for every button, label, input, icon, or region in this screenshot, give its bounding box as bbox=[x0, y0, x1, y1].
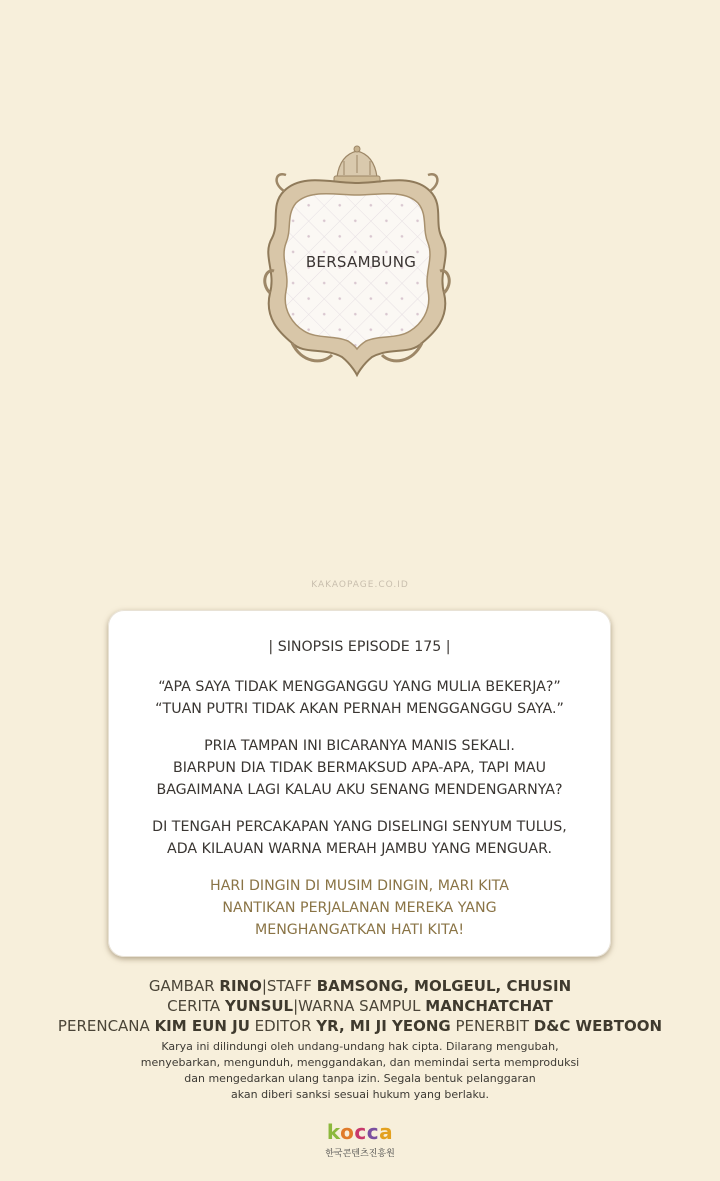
kocca-letter: o bbox=[340, 1120, 355, 1144]
kocca-letter: c bbox=[354, 1120, 367, 1144]
credit-value: D&C WEBTOON bbox=[533, 1017, 663, 1035]
synopsis-heading: | SINOPSIS EPISODE 175 | bbox=[268, 639, 451, 655]
kocca-letter: a bbox=[379, 1120, 394, 1144]
credit-value: RINO bbox=[219, 977, 262, 995]
credit-label: |STAFF bbox=[261, 977, 317, 995]
watermark: KAKAOPAGE.CO.ID bbox=[311, 580, 409, 590]
credit-label: CERITA bbox=[167, 997, 225, 1015]
kocca-letter: k bbox=[326, 1120, 341, 1144]
credits-line-1 bbox=[0, 977, 720, 995]
synopsis-paragraph-line: BIARPUN DIA TIDAK BERMAKSUD APA-APA, TAPI MAU bbox=[172, 760, 547, 776]
credits-line-2 bbox=[0, 997, 720, 1015]
credit-label: GAMBAR bbox=[148, 977, 220, 995]
legal-line: menyebarkan, mengunduh, menggandakan, dan memindai serta memproduksi bbox=[140, 1056, 580, 1069]
to-be-continued-title: BERSAMBUNG bbox=[305, 253, 417, 271]
credits-line-3 bbox=[0, 1017, 720, 1035]
legal-line: dan mengedarkan ulang tanpa izin. Segala bentuk pelanggaran bbox=[184, 1072, 536, 1085]
kocca-logo bbox=[318, 1120, 402, 1164]
kocca-subtitle: 한국콘텐츠진흥원 bbox=[325, 1149, 395, 1159]
synopsis-dialogue-line: “APA SAYA TIDAK MENGGANGGU YANG MULIA BEKERJA?” bbox=[158, 679, 561, 695]
kocca-letter: c bbox=[366, 1120, 380, 1144]
synopsis-paragraph-line: PRIA TAMPAN INI BICARANYA MANIS SEKALI. bbox=[204, 738, 515, 754]
credit-label: PENERBIT bbox=[450, 1017, 534, 1035]
synopsis-box bbox=[108, 610, 611, 957]
synopsis-closing-line: HARI DINGIN DI MUSIM DINGIN, MARI KITA bbox=[210, 878, 509, 894]
synopsis-paragraph-line: DI TENGAH PERCAKAPAN YANG DISELINGI SENYUM TULUS, bbox=[152, 819, 567, 835]
credit-label: |WARNA SAMPUL bbox=[293, 997, 426, 1015]
credit-value: YUNSUL bbox=[224, 997, 294, 1015]
legal-line: akan diberi sanksi sesuai hukum yang berlaku. bbox=[230, 1088, 489, 1101]
credit-label: PERENCANA bbox=[57, 1017, 155, 1035]
credit-value: KIM EUN JU bbox=[154, 1017, 250, 1035]
credit-value: MANCHATCHAT bbox=[425, 997, 553, 1015]
legal-line: Karya ini dilindungi oleh undang-undang hak cipta. Dilarang mengubah, bbox=[161, 1040, 559, 1053]
credit-value: BAMSONG, MOLGEUL, CHUSIN bbox=[316, 977, 572, 995]
synopsis-paragraph-line: ADA KILAUAN WARNA MERAH JAMBU YANG MENGUAR. bbox=[167, 841, 552, 857]
synopsis-closing-line: NANTIKAN PERJALANAN MEREKA YANG bbox=[222, 900, 497, 916]
kocca-wordmark bbox=[318, 1120, 402, 1144]
synopsis-closing-line: MENGHANGATKAN HATI KITA! bbox=[254, 922, 465, 938]
credit-value: YR, MI JI YEONG bbox=[316, 1017, 451, 1035]
credit-label: EDITOR bbox=[249, 1017, 317, 1035]
synopsis-paragraph-line: BAGAIMANA LAGI KALAU AKU SENANG MENDENGARNYA? bbox=[156, 782, 563, 798]
crown-icon bbox=[334, 146, 380, 183]
synopsis-dialogue-line: “TUAN PUTRI TIDAK AKAN PERNAH MENGGANGGU SAYA.” bbox=[155, 701, 564, 717]
